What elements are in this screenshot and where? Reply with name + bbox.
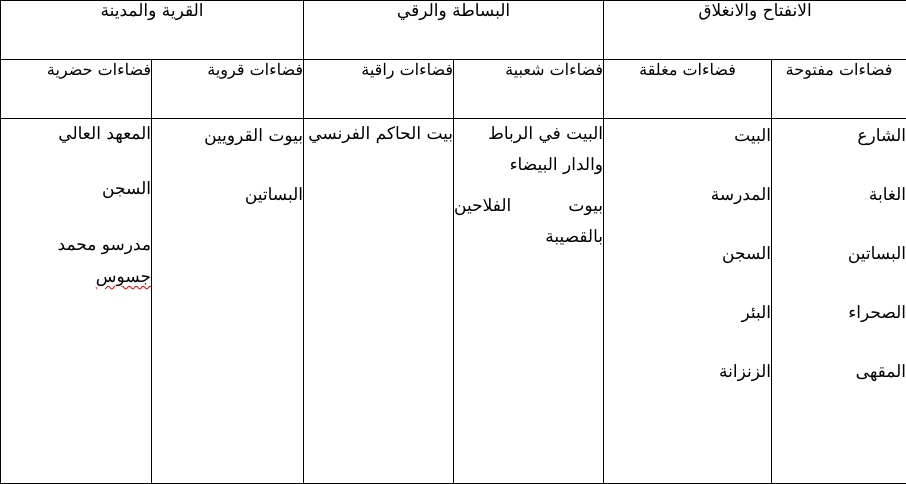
cell-rural-spaces — [152, 119, 304, 484]
list-item: البيت في الرباط والدار البيضاء — [488, 124, 604, 175]
spellcheck-underlined-word: جسوس — [95, 267, 152, 287]
subheader-open-spaces: فضاءات مفتوحة — [772, 60, 906, 119]
list-item: المعهد العالي — [58, 124, 152, 144]
group-header-village-city: القرية والمدينة — [1, 1, 304, 60]
list-item: البساتين — [244, 185, 304, 205]
cell-fine-spaces — [304, 119, 454, 484]
list-item — [1, 261, 151, 293]
subheader-closed-spaces: فضاءات مغلقة — [604, 60, 772, 119]
cell-closed-spaces — [604, 119, 772, 484]
list-item: الغابة — [868, 185, 906, 205]
list-item: بيوت الفلاحين بالقصيبة — [454, 196, 604, 247]
subheader-row — [1, 60, 906, 119]
subheader-urban-spaces: فضاءات حضرية — [1, 60, 152, 119]
list-item: بيوت القرويين — [204, 126, 304, 146]
subheader-popular-spaces: فضاءات شعبية — [454, 60, 604, 119]
list-item: بيت الحاكم الفرنسي — [308, 124, 454, 144]
list-item: السجن — [102, 179, 152, 199]
list-item: المدرسة — [710, 185, 772, 205]
list-item: الصحراء — [848, 303, 906, 323]
cell-open-spaces — [772, 119, 906, 484]
group-header-row — [1, 1, 906, 60]
list-item: السجن — [722, 244, 772, 264]
list-item: البساتين — [847, 244, 906, 264]
subheader-rural-spaces: فضاءات قروية — [152, 60, 304, 119]
list-item: المقهى — [855, 362, 906, 382]
list-item: البئر — [741, 303, 772, 323]
cell-popular-spaces — [454, 119, 604, 484]
list-item: البيت — [734, 126, 772, 146]
body-row — [1, 119, 906, 484]
group-header-simplicity: البساطة والرقي — [304, 1, 604, 60]
subheader-fine-spaces: فضاءات راقية — [304, 60, 454, 119]
cell-urban-spaces — [1, 119, 152, 484]
list-item: مدرسو محمد — [57, 235, 152, 255]
group-header-openness: الانفتاح والانغلاق — [604, 1, 906, 60]
list-item: الزنزانة — [719, 362, 772, 382]
list-item: الشارع — [857, 126, 906, 146]
